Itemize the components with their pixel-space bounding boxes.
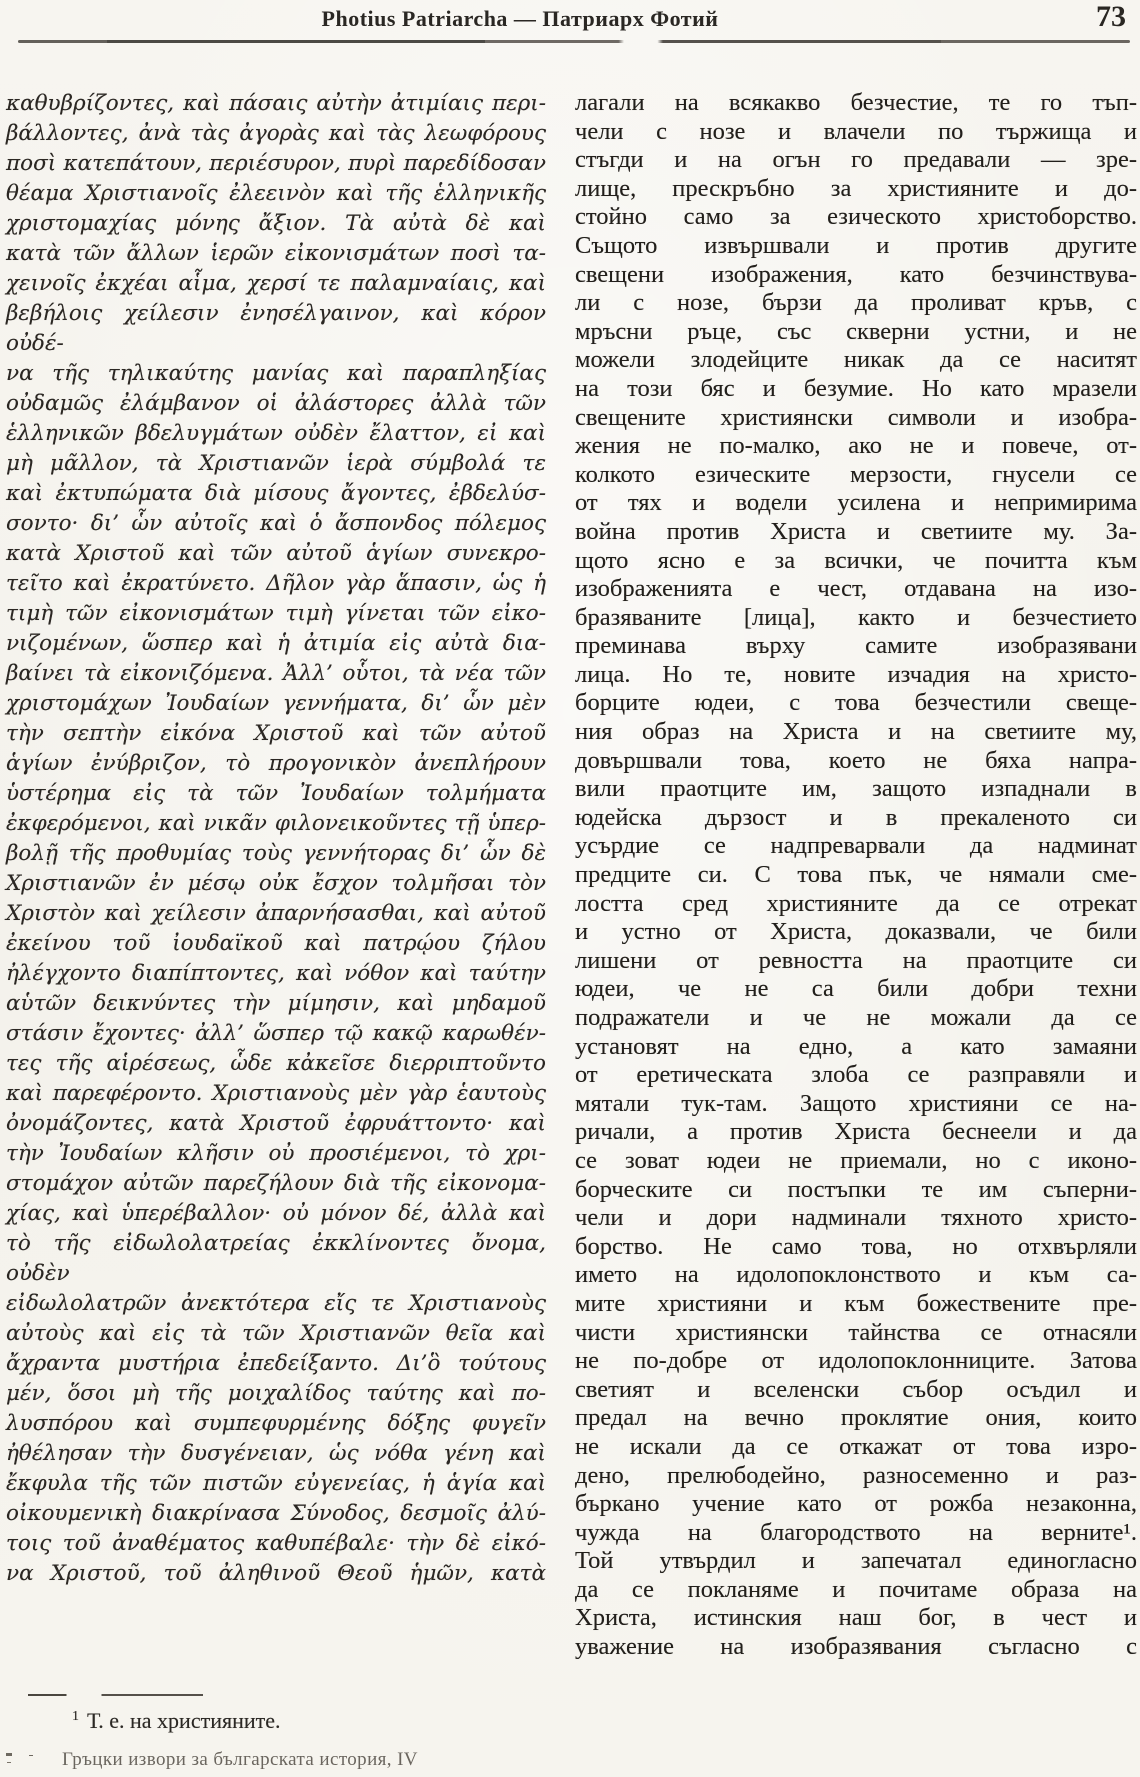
text-line: ὀνομάζοντες, κατὰ Χριστοῦ ἐφρυάττοντο· καὶ (6, 1111, 546, 1136)
text-line: τεῖτο καὶ ἐκρατύνετο. Δῆλον γὰρ ἅπασιν, ὡς ἡ (6, 571, 546, 596)
text-line: θέαμα Χριστιανοῖς ἐλεεινὸν καὶ τῆς ἑλληνικῆς (6, 181, 546, 206)
footnote (72, 1708, 281, 1734)
text-line: предците си. С това пък, че нямали сме- (575, 861, 1137, 889)
text-line: κατὰ τῶν ἄλλων ἱερῶν εἰκονισμάτων ποσὶ τα- (6, 241, 546, 266)
text-line: βαίνει τὰ εἰκονιζόμενα. Ἀλλ’ οὗτοι, τὰ νέα τῶν (6, 661, 546, 686)
text-line: лостта сред християните да се отрекат (575, 889, 1137, 917)
text-line: καθυβρίζοντες, καὶ πάσαις αὐτὴν ἀτιμίαις περι- (6, 91, 546, 116)
text-line: ποσὶ κατεπάτουν, περιέσυρον, πυρὶ παρεδίδοσαν (6, 151, 546, 176)
text-line: καὶ παρεφέροντο. Χριστιανοὺς μὲν γὰρ ἑαυτοὺς (6, 1081, 546, 1106)
text-line: καὶ ἐκτυπώματα διὰ μίσους ἄγοντες, ἐβδελύσ- (6, 481, 546, 506)
text-line: бъркано учение като от рожба незаконна, (575, 1490, 1137, 1518)
text-line: να Χριστοῦ, τοῦ ἀληθινοῦ Θεοῦ ἡμῶν, κατὰ (6, 1561, 546, 1586)
text-line: предал на вечно проклятие ония, които (575, 1404, 1137, 1432)
text-line: ἐκείνου τοῦ ἰουδαϊκοῦ καὶ πατρῴου ζήλου (6, 931, 546, 956)
text-line: борческите си постъпки те им съперни- (575, 1175, 1137, 1203)
text-line: чужда на благородството на верните¹. (575, 1518, 1137, 1546)
text-line: τιμὴ τῶν εἰκονισμάτων τιμὴ γίνεται τῶν εἰκο- (6, 601, 546, 626)
text-line: βολῇ τῆς προθυμίας τοὺς γεννήτορας δι’ ὧν δὲ (6, 841, 546, 866)
text-line: τες τῆς αἱρέσεως, ὧδε κἀκεῖσε διερριπτοῦντο (6, 1051, 546, 1076)
page-number: 73 (1096, 0, 1126, 33)
text-line: вили праотците им, защото изпаднали в (575, 775, 1137, 803)
greek-text-column (6, 89, 546, 1589)
text-line: да се покланяме и почитаме образа на (575, 1575, 1137, 1603)
text-line: борците юдеи, с това безчестили свеще- (575, 689, 1137, 717)
text-line: τοις τοῦ ἀναθέματος καθυπέβαλε· τὴν δὲ εἰκό- (6, 1531, 546, 1556)
text-line: ἁγίων ἐνύβριζον, τὸ προγονικὸν ἀνεπλήρουν (6, 751, 546, 776)
text-line: χεινοῖς ἐκχέαι αἷμα, χερσί τε παλαμναίαις, καὶ (6, 271, 546, 296)
text-line: τὴν σεπτὴν εἰκόνα Χριστοῦ καὶ τῶν αὐτοῦ (6, 721, 546, 746)
text-line: ἠθέλησαν τὴν δυσγένειαν, ὡς νόθα γένη καὶ (6, 1441, 546, 1466)
text-line: Същото извършвали и против другите (575, 231, 1137, 259)
text-line: установят на едно, а като замаяни (575, 1032, 1137, 1060)
text-line: лишени от ревността на праотците си (575, 946, 1137, 974)
footnote-marker: 1 (72, 1708, 79, 1724)
text-line: война против Христа и светиите му. За- (575, 517, 1137, 545)
text-line: αὐτοὺς καὶ εἰς τὰ τῶν Χριστιανῶν θεῖα καὶ (6, 1321, 546, 1346)
text-line: на този бяс и безумие. Но като мразели (575, 374, 1137, 402)
text-line: мите християни и към божествените пре- (575, 1289, 1137, 1317)
text-line: бразяваните [лица], както и безчестието (575, 603, 1137, 631)
text-line: уважение на изобразявания съгласно с (575, 1633, 1137, 1661)
text-line: дено, прелюбодейно, разносеменно и раз- (575, 1461, 1137, 1489)
text-line: κατὰ Χριστοῦ καὶ τῶν αὐτοῦ ἁγίων συνεκρο- (6, 541, 546, 566)
text-line: Той утвърдил и запечатал единогласно (575, 1547, 1137, 1575)
text-line: името на идолопоклонството и към са- (575, 1261, 1137, 1289)
text-line: ли с нозе, бързи да проливат кръв, с (575, 289, 1137, 317)
text-line: ἑλληνικῶν βδελυγμάτων οὐδὲν ἔλαττον, εἰ καὶ (6, 421, 546, 446)
book-signature-line (6, 1749, 418, 1771)
text-line: от еретическата злоба се разправяли и (575, 1061, 1137, 1089)
text-line: στάσιν ἔχοντες· ἀλλ’ ὥσπερ τῷ κακῷ καρωθέν- (6, 1021, 546, 1046)
text-line: χίας, καὶ ὑπερέβαλλον· οὐ μόνον δέ, ἀλλὰ καὶ (6, 1201, 546, 1226)
text-line: лица. Но те, новите изчадия на христо- (575, 660, 1137, 688)
text-line: να τῆς τηλικαύτης μανίας καὶ παραπληξίας (6, 361, 546, 386)
text-line: щото ясно е за всички, че почитта към (575, 546, 1137, 574)
text-line: σοντο· δι’ ὧν αὐτοῖς καὶ ὁ ἄσπονδος πόλεμος (6, 511, 546, 536)
text-line: ὑστέρημα εἰς τὰ τῶν Ἰουδαίων τολμήματα (6, 781, 546, 806)
text-line: νιζομένων, ὥσπερ καὶ ἡ ἀτιμία εἰς αὐτὰ δια- (6, 631, 546, 656)
text-line: юдеи, че не са били добри техни (575, 975, 1137, 1003)
text-line: τὴν Ἰουδαίων κλῆσιν οὐ προσιέμενοι, τὸ χρι- (6, 1141, 546, 1166)
text-line: се зоват юдеи не приемали, но с иконо- (575, 1146, 1137, 1174)
text-line: мятали тук-там. Защото християни се на- (575, 1089, 1137, 1117)
text-line: χριστομαχίας μόνης ἄξιον. Τὰ αὐτὰ δὲ καὶ (6, 211, 546, 236)
text-line: ἔκφυλα τῆς τῶν πιστῶν εὐγενείας, ἡ ἁγία καὶ (6, 1471, 546, 1496)
text-line: свещени изображения, като безчинствува- (575, 260, 1137, 288)
text-line: λυσπόρου καὶ συμπεφυρμένης δόξης φυγεῖν (6, 1411, 546, 1436)
text-line: Христа, истинския наш бог, в чест и (575, 1604, 1137, 1632)
footnote-rule (28, 1694, 203, 1696)
text-line: μέν, ὅσοι μὴ τῆς μοιχαλίδος ταύτης καὶ πο- (6, 1381, 546, 1406)
text-line: чели и дори надминали тяхното христо- (575, 1204, 1137, 1232)
bulgarian-text-column (575, 89, 1137, 1662)
text-line: усърдие се надпреварвали да надминат (575, 832, 1137, 860)
text-line: подражатели и че не можали да се (575, 1004, 1137, 1031)
text-line: изображенията е чест, отдавана на изо- (575, 575, 1137, 603)
text-line: βεβήλοις χείλεσιν ἐνησέλγαινον, καὶ κόρον οὐδέ- (6, 301, 546, 356)
text-line: лагали на всякакво безчестие, те го тъп- (575, 89, 1137, 116)
text-line: χριστομάχων Ἰουδαίων γεννήματα, δι’ ὧν μὲν (6, 691, 546, 716)
text-line: юдейска дързост и в прекаленото си (575, 803, 1137, 831)
text-line: βάλλοντες, ἀνὰ τὰς ἀγορὰς καὶ τὰς λεωφόρους (6, 121, 546, 146)
text-line: стъгди и на огън го предавали — зре- (575, 146, 1137, 174)
text-line: мръсни ръце, със скверни устни, и не (575, 317, 1137, 345)
text-line: στομάχον αὐτῶν παρεζήλουν διὰ τῆς εἰκονομα- (6, 1171, 546, 1196)
text-line: εἰδωλολατρῶν ἀνεκτότερα εἴς τε Χριστιανοὺς (6, 1291, 546, 1316)
text-line: довършвали това, което не бяха напра- (575, 746, 1137, 774)
text-line: чисти християнски тайнства се отнасяли (575, 1318, 1137, 1346)
text-line: преминава върху самите изобразявани (575, 632, 1137, 660)
text-line: стойно само за езическото христоборство. (575, 203, 1137, 231)
text-line: светият и вселенски събор осъдил и (575, 1375, 1137, 1403)
text-line: οὐδαμῶς ἐλάμβανον οἱ ἀλάστορες ἀλλὰ τῶν (6, 391, 546, 416)
header-rule (18, 40, 1130, 43)
text-line: Χριστιανῶν ἐν μέσῳ οὐκ ἔσχον τολμῆσαι τὸν (6, 871, 546, 896)
text-line: ἐκφερόμενοι, καὶ νικᾶν φιλονεικοῦντες τῇ ὑπερ- (6, 811, 546, 836)
text-line: лище, прескръбно за християните и до- (575, 174, 1137, 202)
text-line: не по-добре от идолопоклонниците. Затова (575, 1347, 1137, 1375)
footnote-text: Т. е. на християните. (87, 1708, 281, 1733)
text-line: колкото езическите мерзости, гнусели се (575, 460, 1137, 488)
scan-artifact (6, 1751, 62, 1765)
text-line: ния образ на Христа и на светиите му, (575, 718, 1137, 746)
text-line: ἠλέγχοντο διαπίπτοντες, καὶ νόθον καὶ ταύτην (6, 961, 546, 986)
running-header: Photius Patriarcha — Патриарх Фотий (321, 6, 719, 31)
text-line: οἰκουμενικὴ διακρίνασα Σύνοδος, δεσμοῖς ἀλύ- (6, 1501, 546, 1526)
text-line: можели злодейците никак да се наситят (575, 346, 1137, 374)
text-line: жения не по-малко, ако не и повече, от- (575, 432, 1137, 460)
text-line: от тях и водели усилена и непримирима (575, 489, 1137, 517)
text-line: αὑτῶν δεικνύντες τὴν μίμησιν, καὶ μηδαμοῦ (6, 991, 546, 1016)
text-line: τὸ τῆς εἰδωλολατρείας ἐκκλίνοντες ὄνομα, οὐδὲν (6, 1231, 546, 1286)
text-line: μὴ μᾶλλον, τὰ Χριστιανῶν ἱερὰ σύμβολά τε (6, 451, 546, 476)
text-line: ричали, а против Христа беснеели и да (575, 1118, 1137, 1146)
text-line: не искали да се откажат от това изро- (575, 1432, 1137, 1460)
text-line: ἄχραντα μυστήρια ἐπεδείξαντο. Δι’ὃ τούτους (6, 1351, 546, 1376)
text-line: Χριστὸν καὶ χείλεσιν ἀπαρνήσασθαι, καὶ αὐτοῦ (6, 901, 546, 926)
signature-text: Гръцки извори за българската история, IV (62, 1749, 418, 1770)
text-line: борство. Не само това, но отхвърляли (575, 1232, 1137, 1260)
text-line: чели с нозе и влачели по тържища и (575, 117, 1137, 145)
text-line: и устно от Христа, доказвали, че били (575, 918, 1137, 946)
text-line: свещените християнски символи и изобра- (575, 403, 1137, 431)
